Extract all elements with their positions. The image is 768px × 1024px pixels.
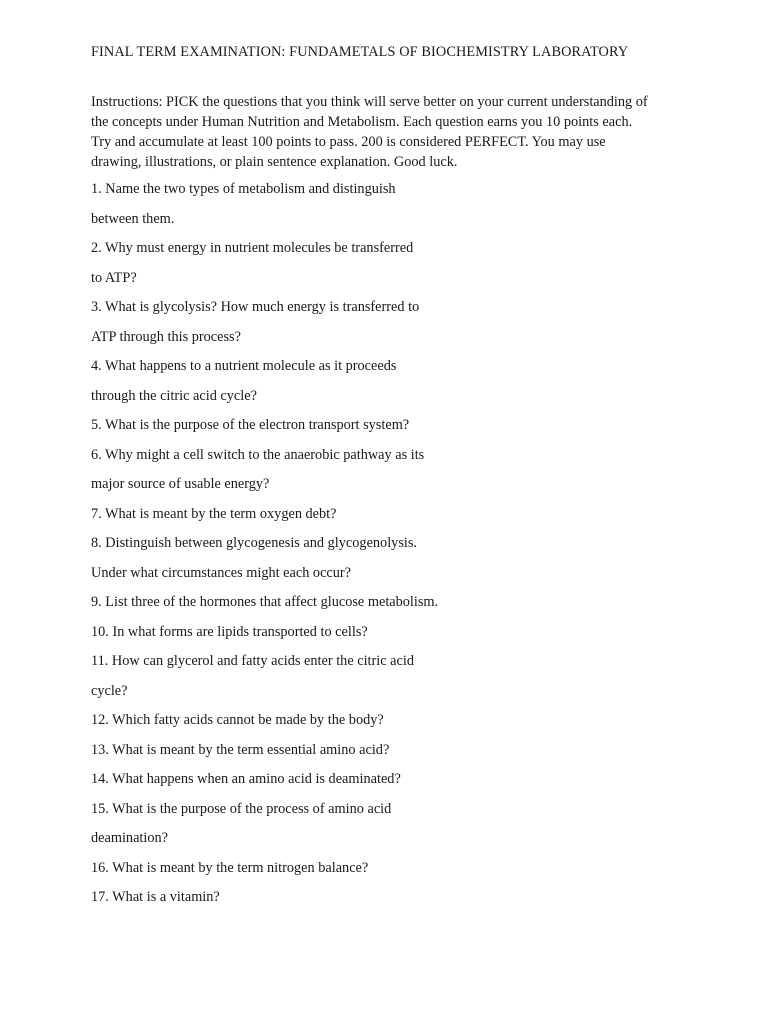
question-list [91, 179, 691, 917]
question-line: 11. How can glycerol and fatty acids enter the citric acid [91, 653, 414, 669]
question-line: ATP through this process? [91, 328, 241, 345]
question-line: 6. Why might a cell switch to the anaerobic pathway as its [91, 446, 425, 463]
question-line: 14. What happens when an amino acid is deaminated? [91, 771, 401, 787]
question-line: between them. [91, 210, 175, 227]
question-line: 5. What is the purpose of the electron transport system? [91, 417, 410, 433]
question-line: 12. Which fatty acids cannot be made by the body? [91, 712, 384, 728]
question-line: to ATP? [91, 269, 137, 286]
question-line: 2. Why must energy in nutrient molecules be transferred [91, 240, 414, 256]
document-title: FINAL TERM EXAMINATION: FUNDAMETALS OF BIOCHEMISTRY LABORATORY [91, 44, 629, 60]
question-line: 9. List three of the hormones that affect glucose metabolism. [91, 594, 439, 610]
question-line: 1. Name the two types of metabolism and distinguish [91, 181, 396, 197]
question-line: major source of usable energy? [91, 476, 270, 492]
instructions-paragraph [91, 92, 691, 172]
question-line: 8. Distinguish between glycogenesis and glycogenolysis. [91, 535, 418, 551]
question-line: 3. What is glycolysis? How much energy is transferred to [91, 299, 420, 315]
question-line: 4. What happens to a nutrient molecule as it proceeds [91, 358, 397, 374]
instructions-line: drawing, illustrations, or plain sentence explanation. Good luck. [91, 154, 458, 170]
question-line: 16. What is meant by the term nitrogen balance? [91, 859, 369, 876]
question-line: Under what circumstances might each occur? [91, 564, 352, 581]
question-line: 15. What is the purpose of the process of amino acid [91, 800, 392, 817]
instructions-line: Instructions: PICK the questions that you think will serve better on your current understanding of [91, 94, 648, 110]
question-line: cycle? [91, 682, 128, 699]
question-line: deamination? [91, 830, 169, 846]
question-line: 17. What is a vitamin? [91, 889, 220, 905]
question-line: 10. In what forms are lipids transported to cells? [91, 623, 368, 640]
instructions-line: Try and accumulate at least 100 points to pass. 200 is considered PERFECT. You may use [91, 134, 606, 150]
instructions-line: the concepts under Human Nutrition and Metabolism. Each question earns you 10 points each. [91, 114, 633, 130]
question-line: 13. What is meant by the term essential amino acid? [91, 741, 390, 758]
question-line: through the citric acid cycle? [91, 387, 257, 404]
question-line: 7. What is meant by the term oxygen debt? [91, 505, 337, 522]
